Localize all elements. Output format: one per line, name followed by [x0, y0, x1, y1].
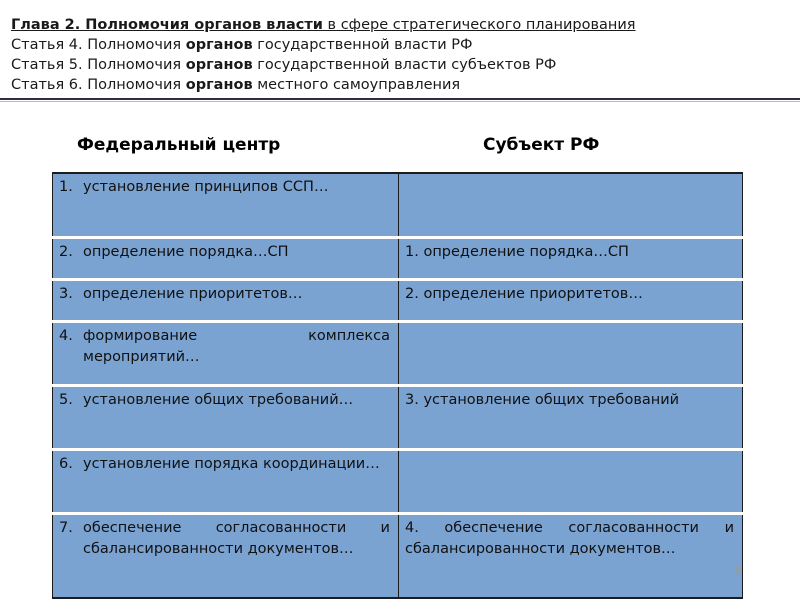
- subject-cell: [399, 237, 743, 279]
- federal-cell: [53, 237, 399, 279]
- subject-cell: [399, 385, 743, 449]
- subject-power-text: 2. определение приоритетов…: [405, 285, 643, 302]
- article-6-line: [11, 75, 791, 95]
- subject-power-text: 3. установление общих требований: [405, 391, 680, 408]
- federal-cell: [53, 173, 399, 237]
- table-row: [53, 279, 743, 321]
- federal-cell: [53, 449, 399, 513]
- federal-power-text: определение порядка…СП: [83, 243, 289, 260]
- article-4-prefix: Статья 4. Полномочия: [11, 37, 186, 53]
- federal-cell: [53, 321, 399, 385]
- header-divider: [0, 98, 800, 100]
- column-heading-federal: Федеральный центр: [77, 135, 281, 155]
- article-4-suffix: государственной власти РФ: [252, 37, 473, 53]
- row-number: 3.: [59, 285, 73, 302]
- federal-power-text: определение приоритетов…: [83, 285, 303, 302]
- federal-power-text: установление порядка координации…: [83, 455, 380, 472]
- subject-cell: [399, 513, 743, 598]
- chapter-title: [11, 15, 791, 35]
- federal-power-text: формирование комплекса мероприятий…: [83, 327, 390, 365]
- article-6-prefix: Статья 6. Полномочия: [11, 77, 186, 93]
- article-6-suffix: местного самоуправления: [252, 77, 461, 93]
- subject-cell: [399, 321, 743, 385]
- row-number: 6.: [59, 455, 73, 472]
- chapter-title-bold: Глава 2. Полномочия органов власти: [11, 17, 323, 33]
- article-5-line: [11, 55, 791, 75]
- subject-power-text: 1. определение порядка…СП: [405, 243, 629, 260]
- subject-cell: [399, 173, 743, 237]
- federal-cell: [53, 279, 399, 321]
- subject-power-text: 4. обеспечение согласованности и сбалансированности документов…: [405, 519, 734, 557]
- powers-table: [52, 172, 743, 599]
- subject-cell: [399, 449, 743, 513]
- slide-header: [11, 15, 791, 95]
- article-4-line: [11, 35, 791, 55]
- table-row: [53, 173, 743, 237]
- subject-cell: [399, 279, 743, 321]
- row-number: 1.: [59, 179, 73, 195]
- table-row: [53, 449, 743, 513]
- row-number: 5.: [59, 391, 73, 408]
- federal-power-text: установление общих требований…: [83, 391, 354, 408]
- table-row: [53, 513, 743, 598]
- table-row: [53, 385, 743, 449]
- federal-power-text: установление принципов ССП…: [83, 179, 329, 195]
- column-heading-subject: Субъект РФ: [483, 135, 600, 155]
- article-6-bold: органов: [185, 77, 253, 93]
- row-number: 4.: [59, 327, 73, 344]
- article-5-suffix: государственной власти субъектов РФ: [252, 57, 557, 73]
- chapter-title-rest: в сфере стратегического планирования: [322, 17, 636, 33]
- row-number: 2.: [59, 243, 73, 260]
- table-row: [53, 237, 743, 279]
- federal-cell: [53, 513, 399, 598]
- table-row: [53, 321, 743, 385]
- federal-cell: [53, 385, 399, 449]
- federal-power-text: обеспечение согласованности и сбалансированности документов…: [83, 519, 390, 557]
- article-5-bold: органов: [185, 57, 253, 73]
- article-5-prefix: Статья 5. Полномочия: [11, 57, 186, 73]
- header-divider-shadow: [0, 101, 800, 102]
- row-number: 7.: [59, 519, 73, 536]
- page-number: 6: [735, 564, 742, 577]
- article-4-bold: органов: [185, 37, 253, 53]
